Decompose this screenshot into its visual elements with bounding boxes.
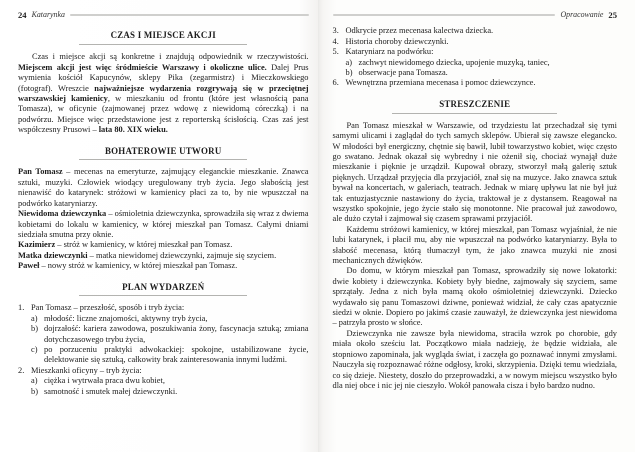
section-heading-text: STRESZCZENIE	[439, 98, 511, 109]
heading-underline	[392, 113, 557, 114]
character-description: – nowy stróż w kamienicy, w której mieszkał pan Tomasz.	[39, 261, 238, 271]
plan-subitem-letter: c)	[31, 345, 38, 355]
page-number-right: 25	[608, 10, 617, 20]
event-plan-list-continued	[333, 26, 618, 88]
plan-subitem-letter: b)	[345, 68, 353, 78]
character-name: Niewidoma dziewczynka	[18, 209, 107, 219]
character-entry	[18, 209, 309, 240]
plan-item-number: 5.	[332, 47, 339, 57]
character-entry	[18, 240, 309, 250]
plan-subitem-text: obserwacje pana Tomasza.	[358, 68, 448, 78]
plan-subitem	[18, 324, 309, 345]
summary-paragraph: Do domu, w którym mieszkał pan Tomasz, sprowadziły się nowe lokatorki: dwie kobiety i dziewczynka. Kobiety były biedne, zajmowały się szyciem, same sprzątały. Jedna z nich była mamą około ośmioletniej dziewczynki. Dziecko wydawało się panu Tomaszowi dziwne, ponieważ widział, że cały czas apatycznie siedzi w oknie. Dopiero po jakimś czasie zauważył, że dziewczynka jest niewidoma – patrzyła prosto w słońce.	[332, 266, 617, 328]
character-description: – mecenas na emeryturze, zajmujący eleganckie mieszkanie. Znawca sztuki, muzyki. Człowiek wiodący uregulowany tryb życia. Jego słabością jest nienawiść do katarynek: stróżowi w kamienicy płaci za to, by nie wpuszczał na podwórko kataryniarzy.	[18, 167, 309, 208]
event-plan-list	[18, 303, 309, 397]
plan-subitem	[18, 345, 309, 366]
plan-subitem	[18, 376, 309, 386]
plan-item-text: Kataryniarz na podwórku:	[345, 47, 434, 57]
page-right	[318, 0, 635, 452]
plan-subitem-letter: b)	[31, 324, 38, 334]
header-rule-left	[70, 14, 309, 16]
plan-item	[333, 37, 618, 47]
summary-paragraph: Dziewczynka nie zawsze była niewidoma, straciła wzrok po chorobie, gdy miała około sześciu lat. Początkowo miała nadzieję, że będzie widziała, ale stopniowo zapominała, jak wygląda świat, i zaczęła go poznawać innymi zmysłami. Nauczyła się rozpoznawać różne odgłosy, kroki, skrzypienia. Dzięki temu wiedziała, co się dzieje. Niestety, doszło do przeprowadzki, a w nowym miejscu wszystko było dla niej obce i nic jej nie cieszyło. Wokół panowała cisza i było bardzo nudno.	[332, 328, 617, 390]
heading-underline	[79, 44, 247, 45]
plan-item-text: Historia choroby dziewczynki.	[345, 36, 449, 46]
plan-item	[18, 366, 309, 376]
summary-paragraph: Każdemu stróżowi kamienicy, w której mieszkał, pan Tomasz wyjaśniał, że nie lubi katarynek, i płacił mu, aby nie wpuszczał na podwórko kataryniarzy. Była to słabość mecenasa, którą tłumaczył tym, że jako znawca muzyki nie znosi mechanicznych dźwięków.	[332, 224, 617, 266]
plan-item	[18, 303, 309, 313]
character-entry	[18, 261, 309, 271]
page-header-right	[333, 10, 618, 20]
plan-item-number: 2.	[18, 365, 25, 375]
plan-subitem-text: zachwyt niewidomego dziecka, upojenie muzyką, taniec,	[358, 57, 550, 67]
plan-item-number: 3.	[332, 26, 339, 36]
page-number-left: 24	[18, 10, 27, 20]
section-heading-summary	[333, 99, 618, 114]
character-name: Kazimierz	[18, 240, 56, 250]
page-header-left	[18, 10, 309, 20]
section-heading-text: CZAS I MIEJSCE AKCJI	[110, 30, 216, 41]
character-description: – matka niewidomej dziewczynki, zajmuje się szyciem.	[87, 250, 277, 260]
plan-subitem-letter: b)	[31, 386, 38, 396]
plan-subitem-text: samotność i smutek małej dziewczynki.	[44, 386, 178, 396]
plan-subitem-letter: a)	[345, 57, 353, 67]
plan-subitem-text: dojrzałość: kariera zawodowa, poszukiwania żony, fascynacja sztuką; zmiana dotychczasowego trybu życia,	[44, 324, 309, 344]
paragraph-time-place: Czas i miejsce akcji są konkretne i znajdują odpowiednik w rzeczywistości. Miejscem akcji jest więc śródmieście Warszawy i okoliczne ulice. Dalej Prus wymienia kościół Kapucynów, sklepy Pika (zegarmistrz) i Mieczkowskiego (fotograf). Wreszcie najważniejsze wydarzenia rozgrywają się w przeciętnej warszawskiej kamienicy, w mieszkaniu od frontu (które jest własnością pana Tomasza), w oficynie (zajmowanej przez wdowę z niewidomą córeczką) i na podwórzu. Miejsce więc przedstawione jest z reporterską ścisłością. Czas zaś jest współczesny Prusowi – lata 80. XIX wieku.	[18, 52, 309, 135]
heading-underline	[79, 295, 247, 296]
running-title-right: Opracowanie	[560, 10, 604, 19]
character-description: – ośmioletnia dziewczynka, sprowadziła się wraz z dwiema kobietami do lokalu w kamienicy, w której mieszkał pan Tomasz. Całymi dniami siedziała smutna przy oknie.	[18, 209, 309, 239]
character-list	[18, 167, 309, 271]
character-name: Matka dziewczynki	[18, 250, 88, 260]
plan-item-text: Pan Tomasz – przeszłość, sposób i tryb życia:	[31, 303, 185, 313]
section-heading-characters	[18, 146, 309, 161]
character-entry	[18, 167, 309, 209]
character-entry	[18, 251, 309, 261]
character-name: Paweł	[18, 261, 40, 271]
plan-subitem-text: po porzuceniu praktyki adwokackiej: spokojne, ustabilizowane życie, delektowanie się sztuką, całkowity brak zainteresowania innymi ludźmi.	[44, 345, 309, 365]
plan-subitem-letter: a)	[31, 313, 38, 323]
section-heading-text: BOHATEROWIE UTWORU	[104, 145, 222, 156]
summary-paragraph: Pan Tomasz mieszkał w Warszawie, od trzydziestu lat przechadzał się tymi samymi ulicami i zaglądał do tych samych sklepów. Ubierał się zawsze elegancko. W młodości był energiczny, chętnie się bawił, lubił towarzystwo kobiet, więc często go swatano. Jednak okazał się wybredny i nie ożenił się, chociaż wynajął duże mieszkanie i pięknie je urządził. Kupował obrazy, stworzył małą galerię sztuk pięknych. Urządzał przyjęcia dla przyjaciół, znał się na muzyce. Jako znawca sztuk bywał na koncertach, w galeriach, teatrach. Jednak w miarę upływu lat nie był już tak entuzjastycznie nastawiony do życia, traktował je z dystansem. Reagował na wszystko spokojnie, jego życie stało się monotonne. Nie pracował już zawodowo, ale dużo czytał i zajmował się czasem sprawami przyjaciół.	[332, 120, 617, 224]
character-name: Pan Tomasz	[18, 167, 63, 177]
plan-subitem	[18, 314, 309, 324]
summary-section	[333, 121, 618, 392]
section-heading-plan	[18, 282, 309, 297]
plan-item-number: 1.	[18, 303, 25, 313]
plan-item-text: Odkrycie przez mecenasa kalectwa dziecka.	[345, 26, 494, 36]
plan-item	[333, 26, 618, 36]
section-heading-time-place	[18, 30, 309, 45]
header-rule-right	[333, 14, 556, 16]
plan-item-number: 6.	[332, 78, 339, 88]
plan-subitem-letter: a)	[31, 376, 38, 386]
heading-underline	[79, 159, 247, 160]
character-description: – stróż w kamienicy, w której mieszkał pan Tomasz.	[55, 240, 233, 250]
section-heading-text: PLAN WYDARZEŃ	[122, 281, 205, 292]
plan-subitem-text: młodość: liczne znajomości, aktywny tryb życia,	[44, 313, 208, 323]
plan-subitem	[333, 68, 618, 78]
plan-item-number: 4.	[332, 36, 339, 46]
plan-item-text: Wewnętrzna przemiana mecenasa i pomoc dziewczynce.	[345, 78, 536, 88]
plan-item-text: Mieszkanki oficyny – tryb życia:	[31, 365, 142, 375]
plan-item	[333, 78, 618, 88]
plan-subitem	[18, 387, 309, 397]
plan-subitem	[333, 58, 618, 68]
running-title-left: Katarynka	[31, 10, 65, 19]
plan-subitem-text: ciężka i wytrwała praca dwu kobiet,	[44, 376, 165, 386]
plan-item	[333, 47, 618, 57]
